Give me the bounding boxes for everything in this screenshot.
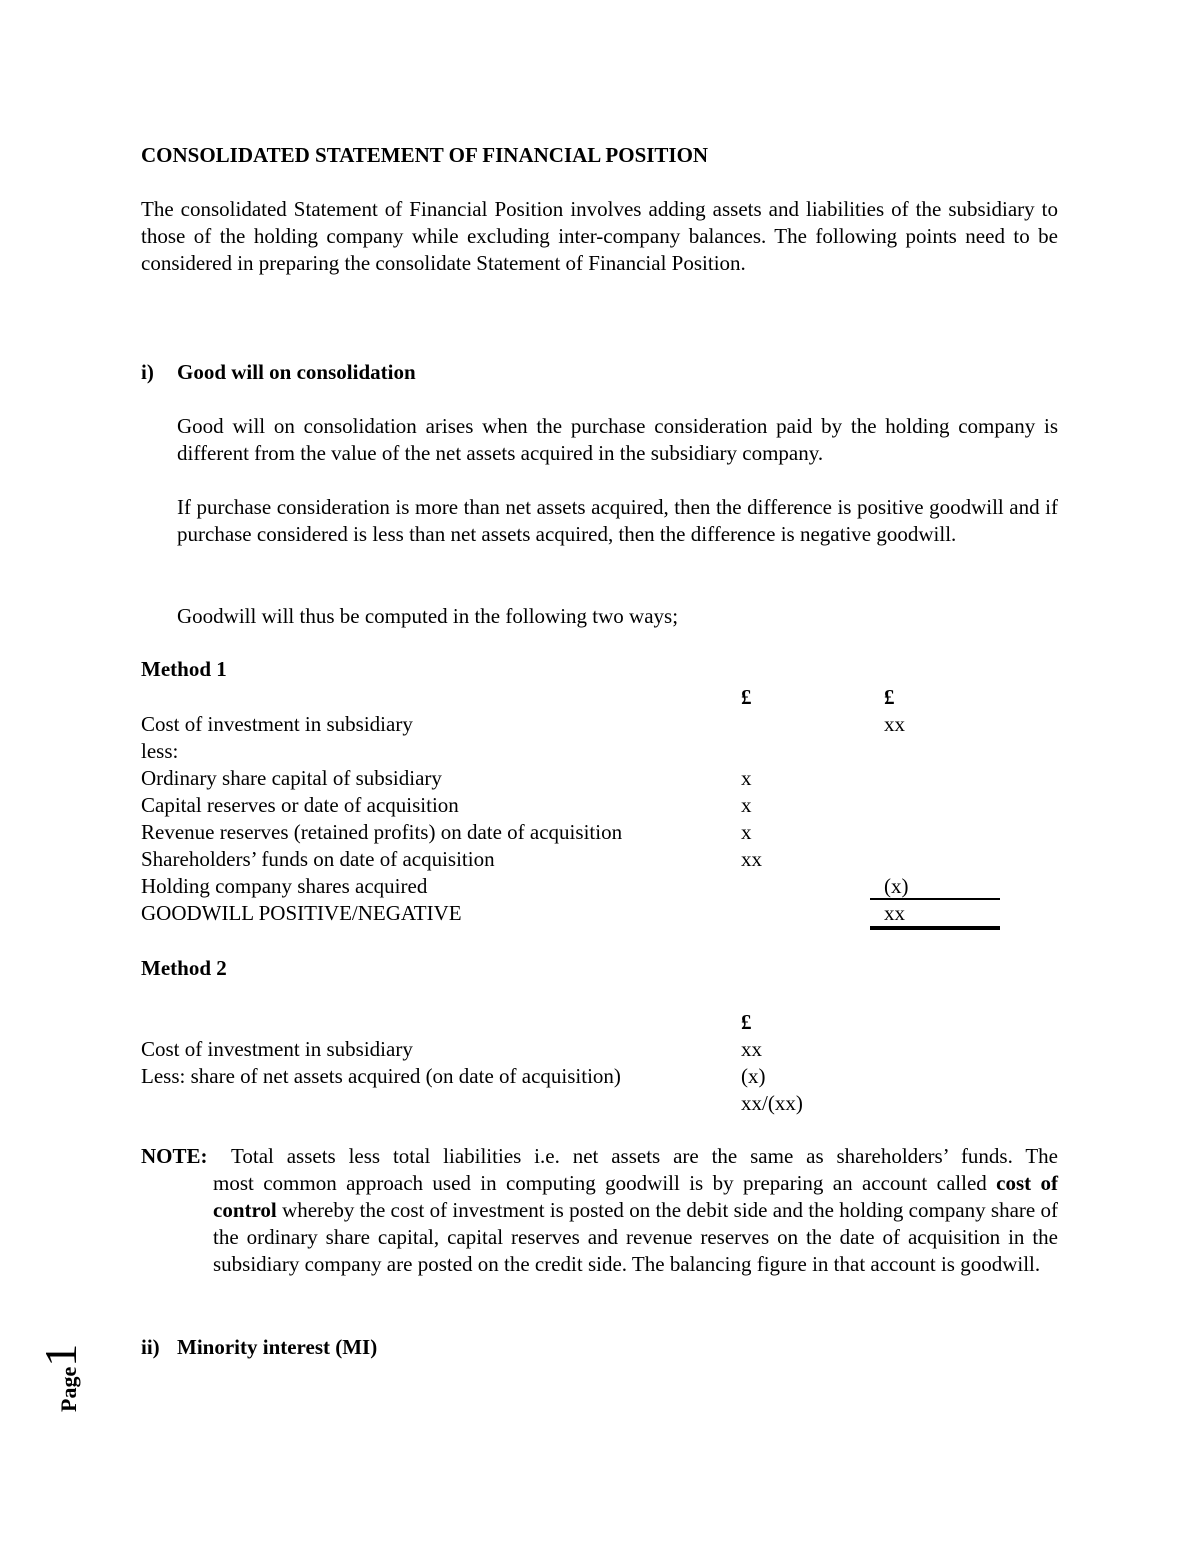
section2-heading: Minority interest (MI)	[177, 1335, 378, 1359]
method1-heading: Method 1	[141, 657, 227, 681]
method1-row-col1: x	[741, 793, 752, 817]
method1-row-col2: xx	[884, 901, 905, 925]
method1-row-col1: x	[741, 820, 752, 844]
method1-row-label: Holding company shares acquired	[141, 874, 428, 898]
page-number: 1	[35, 1343, 86, 1367]
method1-row-col2: (x)	[884, 874, 909, 898]
note-first-line: Total assets less total liabilities i.e. net assets are the same as shareholders’ funds. The	[231, 1144, 1058, 1168]
method1-row-label: Revenue reserves (retained profits) on date of acquisition	[141, 820, 623, 844]
goodwill-paragraph-1: Good will on consolidation arises when the purchase consideration paid by the holding company is different from the value of the net assets acquired in the subsidiary company.	[177, 414, 1058, 465]
method1-row-label: less:	[141, 739, 179, 763]
page-number-label	[30, 1340, 110, 1420]
section1-heading: Good will on consolidation	[177, 360, 416, 384]
method1-row-col1: xx	[741, 847, 762, 871]
method1-row-col1: x	[741, 766, 752, 790]
method1-col2-header: £	[884, 685, 895, 709]
document-title: CONSOLIDATED STATEMENT OF FINANCIAL POSITION	[141, 143, 709, 167]
page-word: Page	[56, 1366, 81, 1412]
method1-row-label: Cost of investment in subsidiary	[141, 712, 413, 736]
note-text-after: whereby the cost of investment is posted on the debit side and the holding company share of the ordinary share capital, capital reserves and revenue reserves on the date of acquisition in the subsidiary company are posted on the credit side. The balancing figure in that account is goodwill.	[213, 1198, 1058, 1276]
method2-row-label: Cost of investment in subsidiary	[141, 1037, 413, 1061]
note-bold-term: cost of control	[213, 1171, 1059, 1222]
total-double-rule	[870, 926, 1000, 930]
section1-number: i)	[141, 360, 154, 384]
method2-row-col1: (x)	[741, 1064, 766, 1088]
method1-col1-header: £	[741, 685, 752, 709]
method1-row-col2: xx	[884, 712, 905, 736]
method2-heading: Method 2	[141, 956, 227, 980]
intro-paragraph: The consolidated Statement of Financial Position involves adding assets and liabilities of the subsidiary to those of the holding company while excluding inter-company balances. The following points need to be considered in preparing the consolidate Statement of Financial Position.	[141, 197, 1058, 275]
goodwill-paragraph-2: If purchase consideration is more than net assets acquired, then the difference is positive goodwill and if purchase considered is less than net assets acquired, then the difference is negative goodwill.	[177, 495, 1058, 546]
note-label: NOTE:	[141, 1144, 208, 1168]
section2-number: ii)	[141, 1335, 160, 1359]
method2-row-col1: xx	[741, 1037, 762, 1061]
method1-row-label: Capital reserves or date of acquisition	[141, 793, 459, 817]
method2-row-col1: xx/(xx)	[741, 1091, 803, 1115]
method1-row-label: Shareholders’ funds on date of acquisition	[141, 847, 495, 871]
method1-row-label: GOODWILL POSITIVE/NEGATIVE	[141, 901, 462, 925]
method2-row-label: Less: share of net assets acquired (on date of acquisition)	[141, 1064, 621, 1088]
note-text-before: most common approach used in computing goodwill is by preparing an account called	[213, 1171, 987, 1195]
note-body	[213, 1170, 1058, 1278]
method1-row-label: Ordinary share capital of subsidiary	[141, 766, 442, 790]
goodwill-paragraph-3: Goodwill will thus be computed in the following two ways;	[177, 604, 679, 628]
method2-col1-header: £	[741, 1010, 752, 1034]
